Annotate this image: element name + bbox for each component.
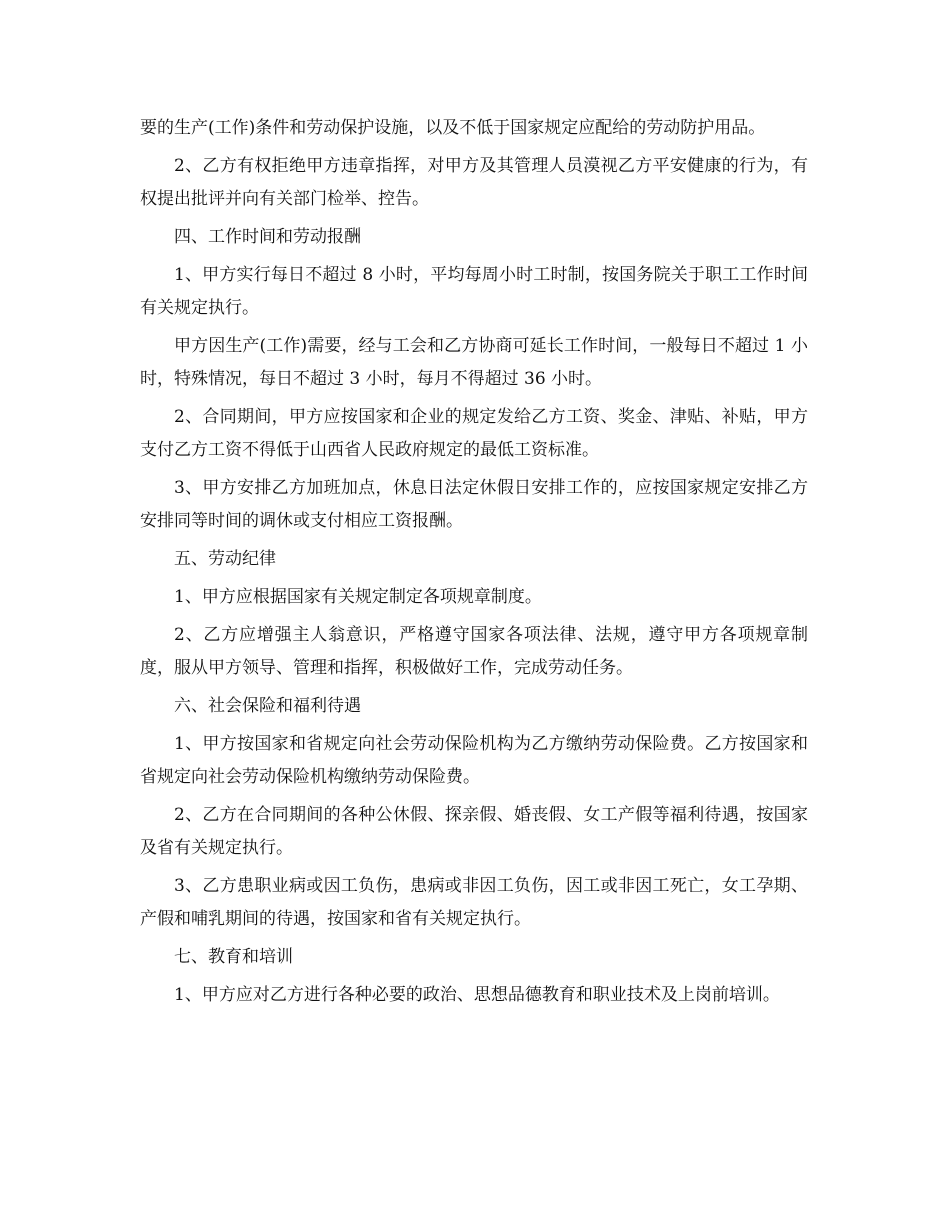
paragraph-clause: 3、甲方安排乙方加班加点，休息日法定休假日安排工作的，应按国家规定安排乙方安排同等时间的调休或支付相应工资报酬。 — [140, 478, 808, 531]
section-heading: 六、社会保险和福利待遇 — [174, 696, 361, 716]
paragraph-clause: 3、乙方患职业病或因工负伤，患病或非因工负伤，因工或非因工死亡，女工孕期、产假和哺乳期间的待遇，按国家和省有关规定执行。 — [140, 876, 808, 929]
section-heading: 五、劳动纪律 — [174, 549, 276, 569]
paragraph-clause: 1、甲方按国家和省规定向社会劳动保险机构为乙方缴纳劳动保险费。乙方按国家和省规定向社会劳动保险机构缴纳劳动保险费。 — [140, 734, 808, 787]
paragraph-clause: 1、甲方应对乙方进行各种必要的政治、思想品德教育和职业技术及上岗前培训。 — [174, 985, 780, 1005]
paragraph-clause: 1、甲方应根据国家有关规定制定各项规章制度。 — [174, 587, 542, 607]
paragraph-continuation: 要的生产(工作)条件和劳动保护设施，以及不低于国家规定应配给的劳动防护用品。 — [140, 118, 766, 138]
document-body — [140, 112, 808, 1017]
section-heading: 七、教育和培训 — [174, 947, 293, 967]
paragraph-clause: 1、甲方实行每日不超过 8 小时，平均每周小时工时制，按国务院关于职工工作时间有关规定执行。 — [140, 265, 808, 318]
paragraph-clause: 2、乙方在合同期间的各种公休假、探亲假、婚丧假、女工产假等福利待遇，按国家及省有关规定执行。 — [140, 805, 808, 858]
paragraph-clause: 2、合同期间，甲方应按国家和企业的规定发给乙方工资、奖金、津贴、补贴，甲方支付乙方工资不得低于山西省人民政府规定的最低工资标准。 — [140, 407, 808, 460]
section-heading: 四、工作时间和劳动报酬 — [174, 227, 361, 247]
paragraph-clause: 2、乙方应增强主人翁意识，严格遵守国家各项法律、法规，遵守甲方各项规章制度，服从甲方领导、管理和指挥，积极做好工作，完成劳动任务。 — [140, 625, 808, 678]
paragraph-clause: 2、乙方有权拒绝甲方违章指挥，对甲方及其管理人员漠视乙方平安健康的行为，有权提出批评并向有关部门检举、控告。 — [140, 156, 808, 209]
paragraph-clause: 甲方因生产(工作)需要，经与工会和乙方协商可延长工作时间，一般每日不超过 1 小时，特殊情况，每日不超过 3 小时，每月不得超过 36 小时。 — [140, 336, 808, 389]
